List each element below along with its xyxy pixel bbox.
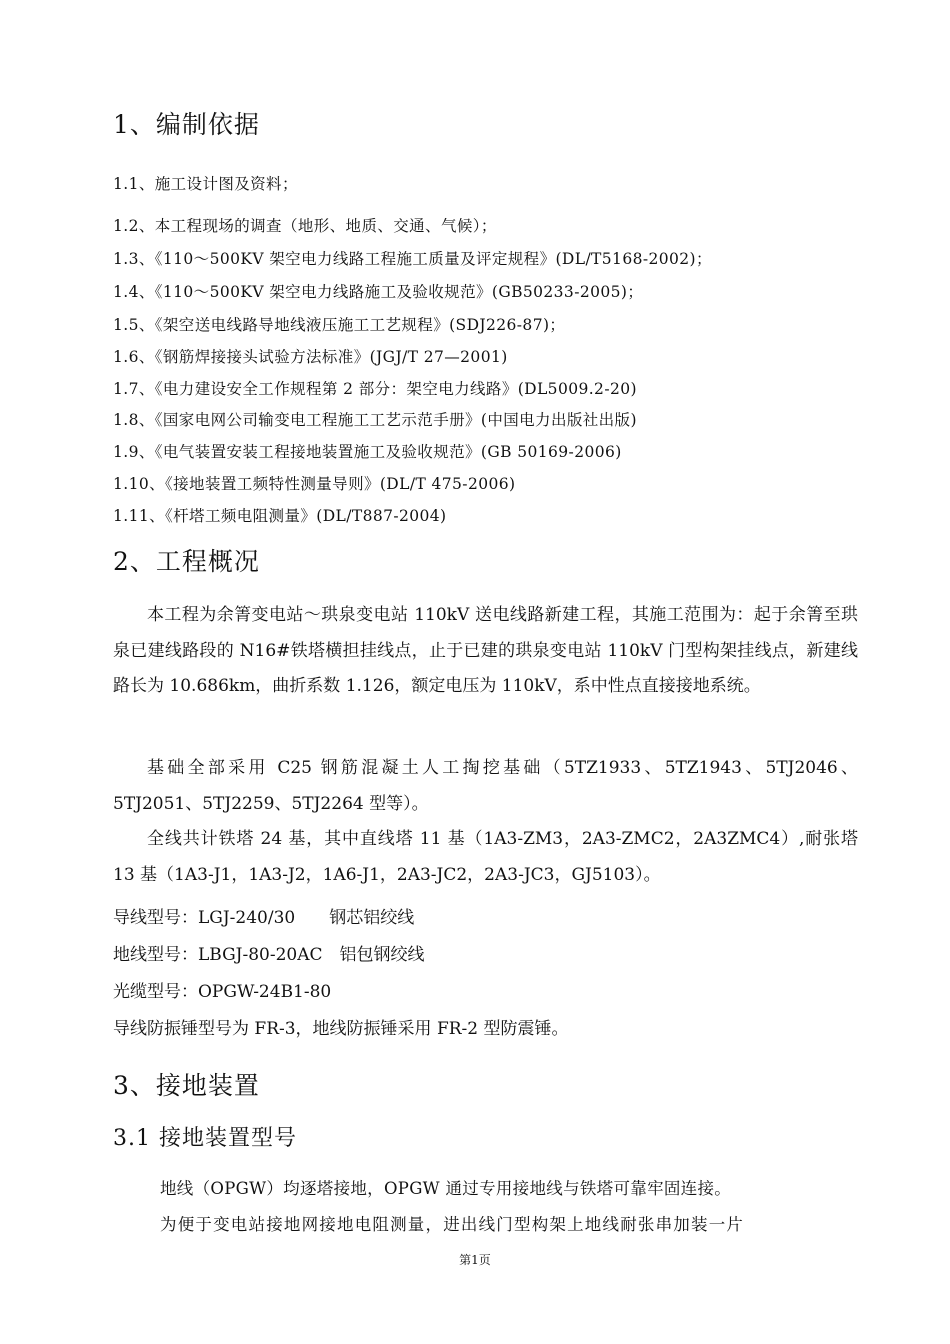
grounding-paragraph-2: 为便于变电站接地网接地电阻测量，进出线门型构架上地线耐张串加装一片 — [160, 1215, 745, 1234]
project-overview-paragraph: 本工程为余箐变电站～珙泉变电站 110kV 送电线路新建工程，其施工范围为：起于余箐至珙泉已建线路段的 N16#铁塔横担挂线点，止于已建的珙泉变电站 110kV 门型构架挂线点，新建线路长为 10.686km，曲折系数 1.126，额定电压为 110kV，系中性点直接接地系统。 — [113, 605, 858, 696]
conductor-type-line: 导线型号：LGJ-240/30 钢芯铝绞线 — [113, 908, 415, 928]
reference-item-2: 1.2、本工程现场的调查（地形、地质、交通、气候）； — [113, 217, 497, 235]
reference-item-9: 1.9、《电气装置安装工程接地装置施工及验收规范》(GB 50169-2006) — [113, 443, 622, 461]
reference-item-4: 1.4、《110～500KV 架空电力线路施工及验收规范》(GB50233-2005)； — [113, 283, 644, 301]
foundation-paragraph: 基础全部采用 C25 钢筋混凝土人工掏挖基础（5TZ1933、5TZ1943、5TJ2046、5TJ2051、5TJ2259、5TJ2264 型等）。 — [113, 758, 858, 814]
section-2-heading: 2、工程概况 — [113, 547, 260, 576]
reference-item-8: 1.8、《国家电网公司输变电工程施工工艺示范手册》(中国电力出版社出版) — [113, 411, 637, 429]
ground-wire-type-line: 地线型号：LBGJ-80-20AC 铝包钢绞线 — [113, 945, 425, 965]
section-3-heading: 3、接地装置 — [113, 1071, 260, 1100]
reference-item-10: 1.10、《接地装置工频特性测量导则》(DL/T 475-2006) — [113, 475, 516, 493]
reference-item-6: 1.6、《钢筋焊接接头试验方法标准》(JGJ/T 27—2001) — [113, 348, 508, 366]
optical-cable-type-line: 光缆型号：OPGW-24B1-80 — [113, 982, 332, 1002]
section-1-heading: 1、编制依据 — [113, 110, 260, 139]
reference-item-5: 1.5、《架空送电线路导地线液压施工工艺规程》(SDJ226-87)； — [113, 316, 566, 334]
vibration-damper-line: 导线防振锤型号为 FR-3，地线防振锤采用 FR-2 型防震锤。 — [113, 1019, 569, 1039]
reference-item-7: 1.7、《电力建设安全工作规程第 2 部分：架空电力线路》(DL5009.2-20) — [113, 380, 637, 398]
page-number: 第1页 — [459, 1253, 491, 1267]
grounding-paragraph-1: 地线（OPGW）均逐塔接地，OPGW 通过专用接地线与铁塔可靠牢固连接。 — [160, 1179, 732, 1198]
reference-item-3: 1.3、《110～500KV 架空电力线路工程施工质量及评定规程》(DL/T5168-2002)； — [113, 250, 712, 268]
reference-item-11: 1.11、《杆塔工频电阻测量》(DL/T887-2004) — [113, 507, 447, 525]
section-3-1-heading: 3.1 接地装置型号 — [113, 1126, 297, 1151]
tower-count-paragraph: 全线共计铁塔 24 基，其中直线塔 11 基（1A3-ZM3，2A3-ZMC2，2A3ZMC4）,耐张塔 13 基（1A3-J1，1A3-J2，1A6-J1，2A3-JC2，2A3-JC3，GJ5103）。 — [113, 829, 858, 885]
reference-item-1: 1.1、施工设计图及资料； — [113, 175, 298, 193]
